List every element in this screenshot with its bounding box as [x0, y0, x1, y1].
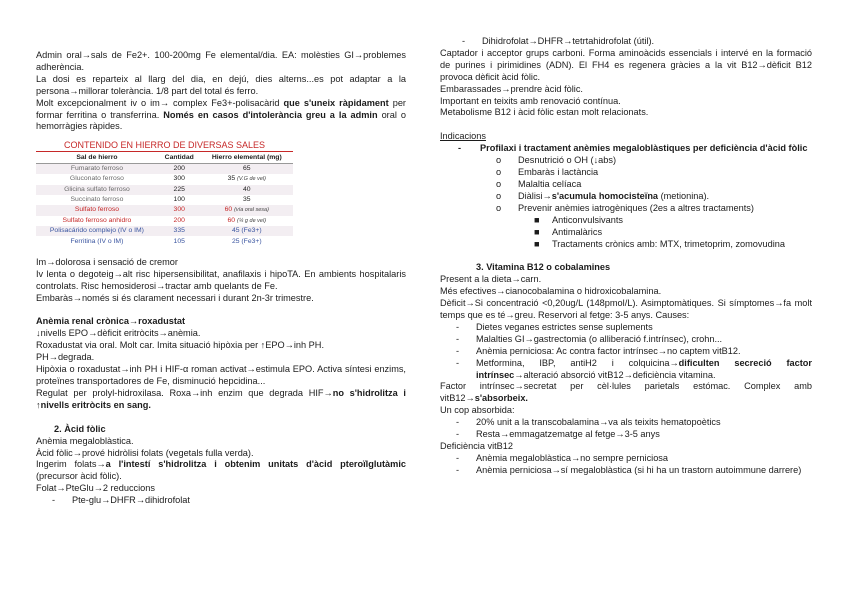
list-item — [440, 215, 812, 227]
list-item-text: 20% unit a la transcobalamina→va als teixits hematopoètics — [476, 417, 721, 428]
table-title: CONTENIDO EN HIERRO DE DIVERSAS SALES — [36, 138, 293, 152]
cell-value: 25 (Fe3+) — [231, 237, 262, 245]
paragraph: Iv lenta o degoteig→alt risc hipersensibilitat, anafilaxis i hipoTA. En ambients hospitalaris controlats. Risc hemosiderosi→tractar amb quelants de Fe. — [36, 268, 406, 291]
indication-list — [440, 143, 812, 250]
list-item — [440, 203, 812, 215]
cell-value: 40 — [243, 185, 251, 193]
dash-bullet: - — [456, 345, 460, 356]
paragraph: Roxadustat via oral. Molt car. Imita situació hipòxia per ↑EPO→inh PH. — [36, 340, 324, 351]
paragraph: ↓nivells EPO→dèficit eritròcits→anèmia. — [36, 328, 201, 339]
cell-value: 45 (Fe3+) — [231, 227, 262, 235]
dash-list — [36, 495, 406, 507]
list-item — [440, 322, 812, 334]
right-column — [440, 36, 812, 477]
list-item — [440, 334, 812, 346]
paragraph: La dosi es reparteix al llarg del dia, en dejú, dies alterns...es pot adaptar a la persona→millorar tolerància. 1/8 part del total és ferro. — [36, 73, 406, 96]
paragraph: Folat→PteGlu→2 reduccions — [36, 483, 155, 494]
paragraph: Embarassades→prendre àcid fòlic. — [440, 83, 583, 94]
paragraph: Anèmia megaloblàstica. — [36, 435, 134, 446]
table-row — [36, 163, 293, 174]
list-item-text: Anèmia perniciosa→sí megaloblàstica (si hi ha un trastorn autoimmune darrere) — [476, 464, 802, 475]
causes-list — [440, 322, 812, 382]
list-item-text: Anèmia megaloblàstica→no sempre perniciosa — [476, 452, 669, 463]
circle-bullet-icon: o — [496, 190, 502, 201]
cell-value: 60 — [224, 206, 233, 214]
list-item-text: Anticonvulsivants — [552, 214, 623, 225]
table-row — [36, 236, 293, 246]
list-item — [440, 346, 812, 358]
paragraph — [36, 98, 406, 134]
list-item-text: Anèmia perniciosa: Ac contra factor intrínsec→no captem vitB12. — [476, 345, 741, 356]
bold-span: s'absorbeix. — [474, 393, 528, 404]
table-row — [36, 174, 293, 184]
table-row — [36, 216, 293, 226]
table-header: Cantidad — [158, 152, 201, 163]
list-item-text: Prevenir anèmies iatrogèniques (2es a altres tractaments) — [518, 202, 754, 213]
dash-bullet: - — [456, 464, 460, 475]
list-item — [440, 191, 812, 203]
paragraph: Present a la dieta→carn. — [440, 274, 542, 285]
table-cell: Polisacárido complejo (IV o IM) — [36, 226, 158, 236]
dash-bullet: - — [456, 417, 460, 428]
paragraph: PH→degrada. — [36, 352, 95, 363]
paragraph — [36, 459, 406, 483]
bold-span: dificulten secreció factor intrínsec — [476, 357, 812, 380]
bold-span: s'acumula homocisteïna — [551, 190, 659, 201]
bold-span: no s'hidrolitza i ↑nivells eritròcits en sang. — [36, 387, 406, 410]
dash-bullet: - — [456, 429, 460, 440]
dash-bullet: - — [456, 321, 460, 332]
list-item — [440, 36, 812, 48]
table-header: Hierro elemental (mg) — [201, 152, 293, 163]
cell-value: 35 — [243, 196, 251, 204]
list-item-text: Embaràs i lactància — [518, 167, 599, 178]
text-span: Regulat per prolyl-hidroxilasa. Roxa→inh enzim que degrada HIF→ — [36, 387, 333, 398]
paragraph: Hipòxia o roxadustat→inh PH i HIF-α roman activat→estimula EPO. Activa síntesi enzims, proteïnes transportadores de Fe, disminució hepcidina... — [36, 364, 406, 387]
cell-note: (V.G de vel) — [237, 176, 266, 183]
dash-list — [440, 36, 812, 48]
circle-bullet-icon: o — [496, 155, 502, 166]
iron-salts-table — [36, 138, 293, 247]
absorption-list — [440, 417, 812, 441]
table-cell — [201, 195, 293, 205]
paragraph: Més efectives→cianocobalamina o hidroxicobalamina. — [440, 286, 662, 297]
dash-bullet: - — [52, 495, 56, 506]
paragraph: Captador i acceptor grups carboni. Forma aminoàcids essencials i intervé en la formació de purines i pirimidines (ADN). El FH4 es regenera gràcies a la vit B12→dèficit B12 provoca dèficit àcid fòlic. — [440, 47, 812, 82]
dash-bullet: - — [458, 143, 462, 154]
paragraph: Àcid fòlic→prové hidròlisi folats (vegetals fulla verda). — [36, 447, 254, 458]
table-cell: 105 — [173, 237, 185, 245]
circle-bullet-icon: o — [496, 202, 502, 213]
dash-bullet: - — [456, 357, 460, 368]
table-header: Sal de hierro — [36, 152, 158, 163]
cell-value: 60 — [227, 216, 236, 224]
list-item — [440, 167, 812, 179]
text-span: Molt excepcionalment iv o im→ complex Fe3+-polisacàrid — [36, 97, 284, 108]
text-span: oral o hemorràgies ràpides. — [36, 109, 406, 132]
table-cell: 200 — [173, 216, 185, 224]
table-cell — [201, 216, 293, 226]
square-bullet-icon: ■ — [534, 238, 540, 249]
list-item-text: Dihidrofolat→DHFR→tetrtahidrofolat (útil). — [482, 36, 655, 46]
text-span: per formar ferritina o transferrina. — [36, 97, 406, 120]
dash-bullet: - — [456, 452, 460, 463]
table-row — [36, 185, 293, 195]
paragraph: Admin oral→sals de Fe2+. 100-200mg Fe elemental/dia. EA: molèsties GI→problemes adherència. — [36, 50, 406, 72]
table-cell: 225 — [158, 185, 201, 195]
table-cell: 200 — [158, 163, 201, 174]
table-cell — [201, 163, 293, 174]
square-bullet-icon: ■ — [534, 214, 540, 225]
list-item-text: Resta→emmagatzematge al fetge→3-5 anys — [476, 429, 660, 440]
list-item — [440, 143, 812, 155]
table-row — [36, 226, 293, 236]
circle-bullet-icon: o — [496, 167, 502, 178]
table-cell: Gluconato ferroso — [69, 175, 124, 183]
list-item-text: →alteració absorció vitB12→deficiència vitamina. — [514, 369, 716, 380]
paragraph: Un cop absorbida: — [440, 405, 515, 416]
list-item — [440, 239, 812, 251]
paragraph: Embaràs→només si és clarament necessari i durant 2n-3r trimestre. — [36, 292, 314, 303]
list-item-text: Malaltia celíaca — [518, 178, 582, 189]
text-span: (precursor àcid fòlic). — [36, 471, 122, 482]
table-cell: 300 — [173, 175, 185, 183]
cell-value: 65 — [243, 164, 251, 172]
table-row — [36, 205, 293, 215]
list-item-text: Dietes veganes estrictes sense suplements — [476, 321, 653, 332]
table-cell: Glicina sulfato ferroso — [36, 185, 158, 195]
list-item — [440, 417, 812, 429]
list-item-text: Diàlisi→ — [518, 190, 552, 201]
cell-note: (vía oral sesa) — [234, 207, 269, 214]
list-item-text: Profilaxi i tractament anèmies megaloblàstiques per deficiència d'àcid fòlic — [480, 143, 808, 154]
table-row — [36, 195, 293, 205]
bold-span: que s'uneix ràpidament — [283, 97, 389, 108]
list-item-text: Desnutrició o OH (↓abs) — [518, 155, 617, 166]
text-span: Factor intrínsec→secretat per cèl·lules parietals estómac. Complex amb vitB12→ — [440, 381, 812, 404]
paragraph: Deficiència vitB12 — [440, 441, 514, 451]
bold-span: a l'intestí s'hidrolitza i obtenim unitats d'àcid pteroïlglutàmic — [105, 459, 407, 470]
text-span: Ingerim folats→ — [36, 459, 106, 470]
list-item-text: (metionina). — [658, 190, 710, 201]
bold-span: Només en casos d'intolerància greu a la admin — [163, 109, 378, 120]
list-item — [440, 429, 812, 441]
cell-value: 35 — [227, 175, 236, 183]
list-item-text: Tractaments crònics amb: MTX, trimetoprim, zomovudina — [552, 238, 785, 249]
table-cell: 100 — [173, 196, 185, 204]
paragraph — [440, 381, 812, 405]
paragraph: Dèficit→Si concentració <0,20ug/L (148pmol/L). Asimptomàtiques. Si símptomes→fa molt temps que es té→greu. Reservori al fetge: 3-5 anys. Causes: — [440, 298, 812, 321]
list-item — [440, 179, 812, 191]
paragraph: Important en teixits amb renovació contínua. — [440, 95, 621, 106]
circle-bullet-icon: o — [496, 178, 502, 189]
table-cell: Succinato ferroso — [70, 196, 124, 204]
list-item-text: Pte-glu→DHFR→dihidrofolat — [72, 495, 190, 506]
paragraph: Im→dolorosa i sensació de cremor — [36, 256, 178, 267]
table-cell — [201, 185, 293, 195]
table-cell — [201, 174, 293, 184]
table-cell — [201, 236, 293, 246]
table-cell: 335 — [158, 226, 201, 236]
square-bullet-icon: ■ — [534, 226, 540, 237]
list-item — [440, 155, 812, 167]
table-cell: Ferritina (IV o IM) — [70, 237, 124, 245]
list-item-text: Malalties GI→gastrectomia (o alliberació f.intrínsec), crohn... — [476, 333, 723, 344]
deficiency-list — [440, 453, 812, 477]
list-item — [440, 453, 812, 465]
dash-bullet: - — [456, 333, 460, 344]
section-heading: 3. Vitamina B12 o cobalamines — [476, 262, 611, 273]
table-cell: 300 — [158, 205, 201, 215]
section-heading: 2. Àcid fòlic — [54, 423, 106, 434]
table-cell — [201, 205, 293, 215]
paragraph: Metabolisme B12 i àcid fòlic estan molt relacionats. — [440, 107, 649, 118]
table-cell: Fumarato ferroso — [36, 163, 158, 174]
list-item-text: Antimalàrics — [552, 226, 603, 237]
list-item-text: Metformina, IBP, antiH2 i colquicina→ — [476, 357, 679, 368]
list-item — [440, 358, 812, 382]
paragraph — [36, 388, 406, 412]
list-item — [36, 495, 406, 507]
left-column — [36, 50, 406, 507]
cell-note: (¼ g de vel) — [236, 217, 267, 224]
table-cell: Sulfato ferroso anhidro — [62, 216, 132, 224]
list-item — [440, 227, 812, 239]
dash-bullet: - — [462, 36, 466, 46]
list-item — [440, 465, 812, 477]
table-cell: Sulfato ferroso — [36, 205, 158, 215]
section-heading: Anèmia renal crònica→roxadustat — [36, 316, 186, 327]
section-heading: Indicacions — [440, 131, 486, 142]
table-cell — [201, 226, 293, 236]
